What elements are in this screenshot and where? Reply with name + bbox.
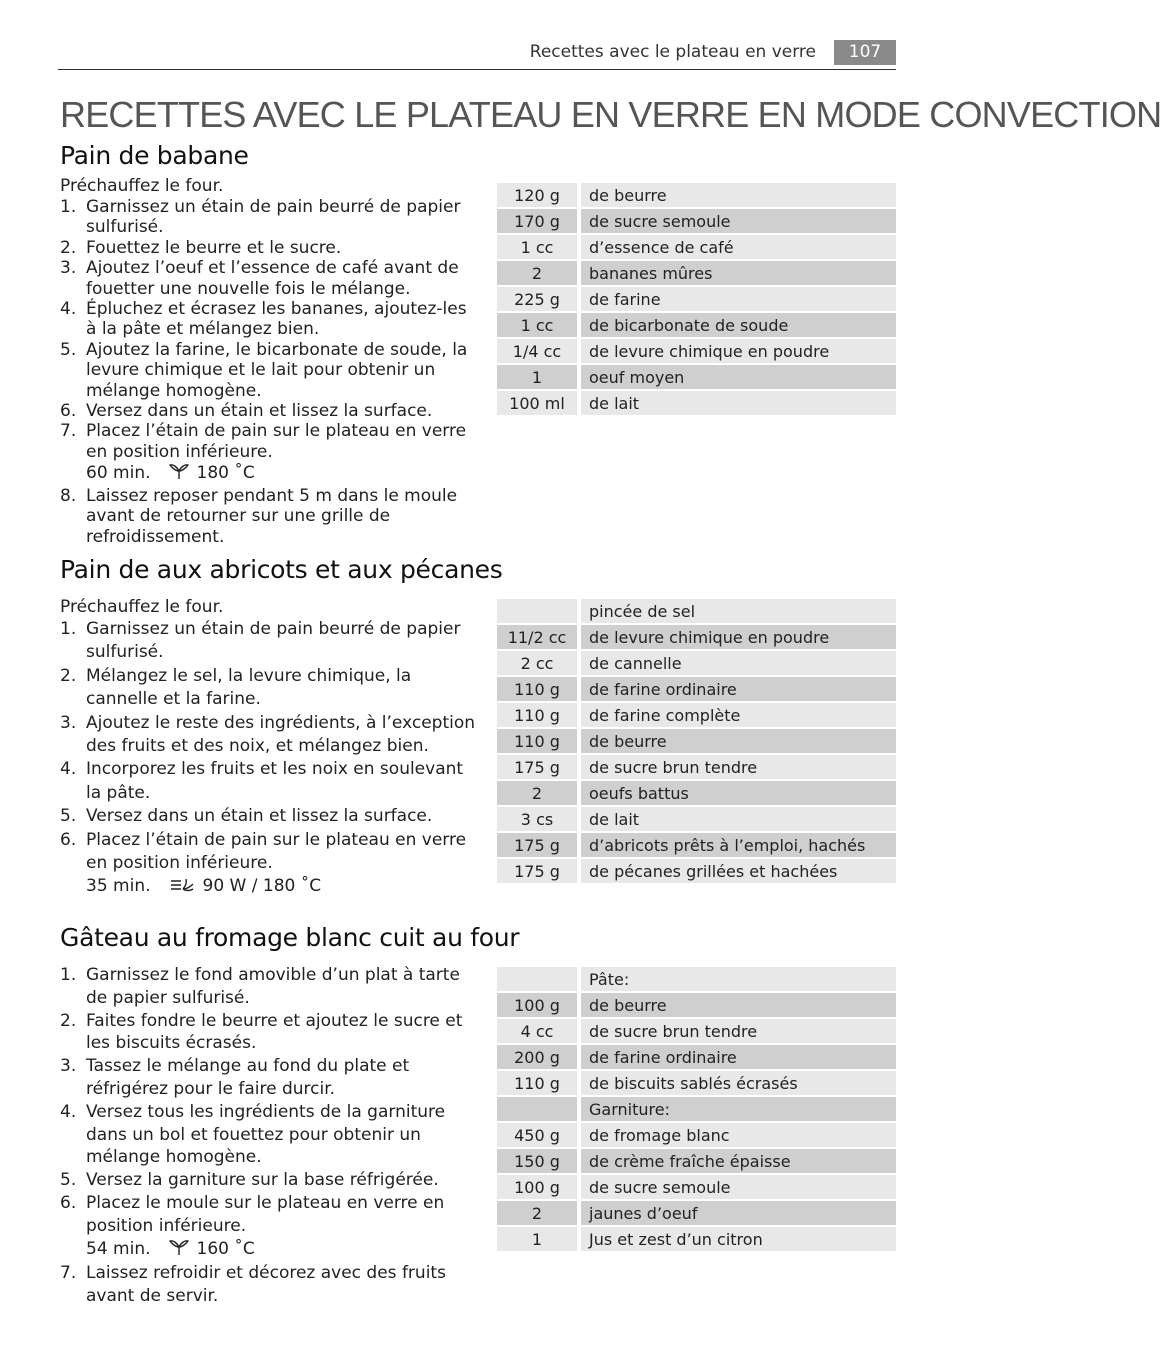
ingredient-name: de fromage blanc — [579, 1122, 896, 1148]
ingredient-row — [497, 390, 896, 416]
ingredient-name: bananes mûres — [579, 260, 896, 286]
ingredient-quantity: 4 cc — [497, 1018, 579, 1044]
recipe-step — [60, 1010, 480, 1056]
ingredient-row — [497, 1096, 896, 1122]
ingredient-quantity: 170 g — [497, 208, 579, 234]
ingredient-row — [497, 702, 896, 728]
ingredient-quantity: 175 g — [497, 858, 579, 884]
ingredient-row — [497, 676, 896, 702]
ingredient-row — [497, 1018, 896, 1044]
ingredient-row — [497, 1044, 896, 1070]
step-number: 2. — [60, 665, 77, 686]
ingredient-row — [497, 728, 896, 754]
step-number: 5. — [60, 339, 77, 360]
ingredient-row — [497, 754, 896, 780]
ingredient-quantity: 100 g — [497, 1174, 579, 1200]
step-number: 1. — [60, 197, 77, 217]
ingredient-name: d’abricots prêts à l’emploi, hachés — [579, 832, 896, 858]
ingredient-name: de sucre semoule — [579, 208, 896, 234]
ingredients-table — [497, 599, 896, 885]
step-number: 4. — [60, 1101, 77, 1122]
step-text: Épluchez et écrasez les bananes, ajoutez-les à la pâte et mélangez bien. — [86, 299, 467, 340]
recipe-step — [60, 197, 480, 238]
step-text: Ajoutez le reste des ingrédients, à l’exception des fruits et des noix, et mélangez bien. — [86, 712, 476, 757]
ingredient-name: de cannelle — [579, 650, 896, 676]
ingredient-row — [497, 967, 896, 992]
step-number: 3. — [60, 258, 77, 279]
step-number: 7. — [60, 1263, 77, 1284]
ingredient-quantity: 150 g — [497, 1148, 579, 1174]
preheat-note: Préchauffez le four. — [60, 597, 224, 617]
ingredient-row — [497, 780, 896, 806]
ingredient-quantity — [497, 599, 579, 624]
step-number: 4. — [60, 299, 77, 320]
recipe-step — [60, 258, 480, 299]
ingredient-quantity — [497, 967, 579, 992]
cooking-setting — [86, 1238, 480, 1263]
recipe-step — [60, 238, 480, 258]
step-text: Faites fondre le beurre et ajoutez le sucre et les biscuits écrasés. — [86, 1010, 463, 1054]
ingredient-quantity: 175 g — [497, 754, 579, 780]
recipe-step — [60, 964, 480, 1010]
step-number: 2. — [60, 1010, 77, 1031]
step-number: 1. — [60, 619, 77, 639]
cooking-temperature: 160 ˚C — [196, 1238, 255, 1259]
recipe-instructions — [60, 964, 480, 1308]
step-number: 3. — [60, 712, 77, 733]
step-text: Laissez reposer pendant 5 m dans le moule avant de retourner sur une grille de refroidissement. — [86, 485, 458, 547]
recipe-step — [60, 1262, 480, 1308]
ingredient-quantity: 110 g — [497, 676, 579, 702]
ingredient-name: de beurre — [579, 992, 896, 1018]
ingredient-name: de beurre — [579, 728, 896, 754]
recipe-step — [60, 1192, 480, 1262]
ingredient-row — [497, 1174, 896, 1200]
recipe-step — [60, 829, 480, 901]
recipe-title: Pain de aux abricots et aux pécanes — [60, 555, 503, 584]
ingredient-row — [497, 1148, 896, 1174]
recipe-step — [60, 712, 480, 759]
recipe-step — [60, 401, 480, 421]
ingredient-row — [497, 183, 896, 208]
step-text: Garnissez le fond amovible d’un plat à tarte de papier sulfurisé. — [86, 965, 460, 1008]
step-number: 2. — [60, 237, 77, 258]
ingredient-quantity — [497, 1096, 579, 1122]
ingredient-quantity: 225 g — [497, 286, 579, 312]
ingredient-quantity: 1 — [497, 364, 579, 390]
step-number: 6. — [60, 1192, 77, 1213]
ingredient-quantity: 1 — [497, 1226, 579, 1252]
step-text: Versez la garniture sur la base réfrigérée. — [86, 1170, 439, 1191]
step-text: Versez tous les ingrédients de la garniture dans un bol et fouettez pour obtenir un mélange homogène. — [86, 1101, 446, 1168]
recipe-step — [60, 1055, 480, 1101]
ingredient-name: Pâte: — [579, 967, 896, 992]
step-number: 7. — [60, 421, 77, 442]
ingredient-row — [497, 624, 896, 650]
recipe-step — [60, 340, 480, 401]
ingredient-quantity: 1/4 cc — [497, 338, 579, 364]
step-text: Placez l’étain de pain sur le plateau en verre en position inférieure. — [86, 829, 467, 874]
running-title: Recettes avec le plateau en verre — [529, 42, 816, 62]
ingredient-row — [497, 1200, 896, 1226]
recipe-instructions — [60, 597, 480, 901]
cooking-temperature: 180 ˚C — [196, 463, 255, 484]
ingredient-name: de farine — [579, 286, 896, 312]
recipe-instructions — [60, 176, 480, 547]
step-number: 6. — [60, 401, 77, 422]
recipe-step — [60, 299, 480, 340]
ingredient-name: pincée de sel — [579, 599, 896, 624]
step-number: 3. — [60, 1056, 77, 1077]
cooking-time: 60 min. — [86, 463, 151, 484]
recipe-title: Pain de babane — [60, 141, 249, 170]
ingredient-name: de lait — [579, 806, 896, 832]
ingredient-quantity: 100 g — [497, 992, 579, 1018]
ingredient-row — [497, 286, 896, 312]
ingredients-table — [497, 183, 896, 417]
ingredient-quantity: 450 g — [497, 1122, 579, 1148]
recipe-steps — [60, 197, 480, 547]
ingredient-row — [497, 806, 896, 832]
ingredient-row — [497, 338, 896, 364]
step-text: Placez l’étain de pain sur le plateau en verre en position inférieure. — [86, 421, 467, 462]
ingredient-quantity: 1 cc — [497, 312, 579, 338]
ingredient-quantity: 120 g — [497, 183, 579, 208]
ingredient-row — [497, 364, 896, 390]
step-text: Fouettez le beurre et le sucre. — [86, 237, 342, 258]
ingredient-quantity: 110 g — [497, 1070, 579, 1096]
step-text: Laissez refroidir et décorez avec des fruits avant de servir. — [86, 1263, 446, 1307]
step-text: Versez dans un étain et lissez la surface. — [86, 806, 433, 827]
ingredient-name: de bicarbonate de soude — [579, 312, 896, 338]
ingredient-row — [497, 599, 896, 624]
ingredient-row — [497, 1226, 896, 1252]
ingredient-quantity: 175 g — [497, 832, 579, 858]
ingredient-row — [497, 858, 896, 884]
ingredient-name: jaunes d’oeuf — [579, 1200, 896, 1226]
ingredient-quantity: 2 — [497, 260, 579, 286]
ingredient-quantity: 1 cc — [497, 234, 579, 260]
ingredient-quantity: 11/2 cc — [497, 624, 579, 650]
ingredient-name: de farine ordinaire — [579, 676, 896, 702]
recipe-step — [60, 805, 480, 828]
recipe-step — [60, 758, 480, 805]
step-number: 5. — [60, 1170, 77, 1191]
ingredient-row — [497, 312, 896, 338]
ingredient-quantity: 2 cc — [497, 650, 579, 676]
step-text: Versez dans un étain et lissez la surface. — [86, 401, 433, 422]
micro-convection-icon — [169, 875, 195, 900]
ingredient-quantity: 3 cs — [497, 806, 579, 832]
cooking-time: 35 min. — [86, 876, 151, 897]
ingredient-name: de sucre brun tendre — [579, 1018, 896, 1044]
step-text: Garnissez un étain de pain beurré de papier sulfurisé. — [86, 619, 461, 663]
page-header — [58, 40, 896, 70]
ingredient-name: de biscuits sablés écrasés — [579, 1070, 896, 1096]
ingredient-quantity: 110 g — [497, 702, 579, 728]
recipe-step — [60, 486, 480, 547]
ingredient-row — [497, 260, 896, 286]
step-number: 4. — [60, 759, 77, 780]
ingredient-name: de lait — [579, 390, 896, 416]
convection-fan-icon — [169, 1238, 189, 1263]
ingredient-name: d’essence de café — [579, 234, 896, 260]
page-number: 107 — [834, 40, 896, 65]
ingredient-name: Jus et zest d’un citron — [579, 1226, 896, 1252]
ingredient-name: Garniture: — [579, 1096, 896, 1122]
ingredient-name: de farine complète — [579, 702, 896, 728]
ingredient-row — [497, 992, 896, 1018]
ingredient-quantity: 110 g — [497, 728, 579, 754]
cooking-time: 54 min. — [86, 1238, 151, 1259]
recipe-steps — [60, 964, 480, 1308]
recipe-step — [60, 1101, 480, 1169]
ingredient-name: de beurre — [579, 183, 896, 208]
step-text: Garnissez un étain de pain beurré de papier sulfurisé. — [86, 197, 461, 238]
preheat-note: Préchauffez le four. — [60, 176, 224, 196]
recipe-step — [60, 618, 480, 665]
ingredient-name: de levure chimique en poudre — [579, 338, 896, 364]
ingredient-quantity: 2 — [497, 1200, 579, 1226]
ingredient-quantity: 100 ml — [497, 390, 579, 416]
step-text: Incorporez les fruits et les noix en soulevant la pâte. — [86, 759, 464, 803]
ingredient-row — [497, 832, 896, 858]
ingredient-quantity: 2 — [497, 780, 579, 806]
ingredient-row — [497, 234, 896, 260]
cooking-temperature: 90 W / 180 ˚C — [202, 876, 322, 897]
ingredient-row — [497, 1070, 896, 1096]
step-number: 8. — [60, 485, 77, 506]
ingredient-row — [497, 1122, 896, 1148]
step-number: 6. — [60, 829, 77, 850]
step-text: Placez le moule sur le plateau en verre en position inférieure. — [86, 1192, 445, 1236]
recipe-step — [60, 1169, 480, 1192]
cooking-setting — [86, 875, 480, 900]
page-title: RECETTES AVEC LE PLATEAU EN VERRE EN MODE CONVECTION — [60, 94, 1161, 135]
ingredient-quantity: 200 g — [497, 1044, 579, 1070]
ingredient-name: de sucre semoule — [579, 1174, 896, 1200]
ingredients-table — [497, 967, 896, 1253]
recipe-step — [60, 421, 480, 485]
step-number: 1. — [60, 965, 77, 985]
ingredient-name: oeufs battus — [579, 780, 896, 806]
step-text: Mélangez le sel, la levure chimique, la cannelle et la farine. — [86, 665, 412, 710]
cooking-setting — [86, 462, 480, 485]
ingredient-name: de crème fraîche épaisse — [579, 1148, 896, 1174]
step-number: 5. — [60, 806, 77, 827]
ingredient-row — [497, 208, 896, 234]
recipe-title: Gâteau au fromage blanc cuit au four — [60, 923, 520, 952]
ingredient-row — [497, 650, 896, 676]
ingredient-name: de farine ordinaire — [579, 1044, 896, 1070]
ingredient-name: oeuf moyen — [579, 364, 896, 390]
recipe-step — [60, 665, 480, 712]
step-text: Ajoutez la farine, le bicarbonate de soude, la levure chimique et le lait pour obtenir un mélange homogène. — [86, 339, 468, 401]
ingredient-name: de sucre brun tendre — [579, 754, 896, 780]
convection-fan-icon — [169, 462, 189, 485]
ingredient-name: de pécanes grillées et hachées — [579, 858, 896, 884]
recipe-steps — [60, 618, 480, 901]
step-text: Ajoutez l’oeuf et l’essence de café avant de fouetter une nouvelle fois le mélange. — [86, 258, 459, 299]
ingredient-name: de levure chimique en poudre — [579, 624, 896, 650]
step-text: Tassez le mélange au fond du plate et réfrigérez pour le faire durcir. — [86, 1056, 410, 1099]
